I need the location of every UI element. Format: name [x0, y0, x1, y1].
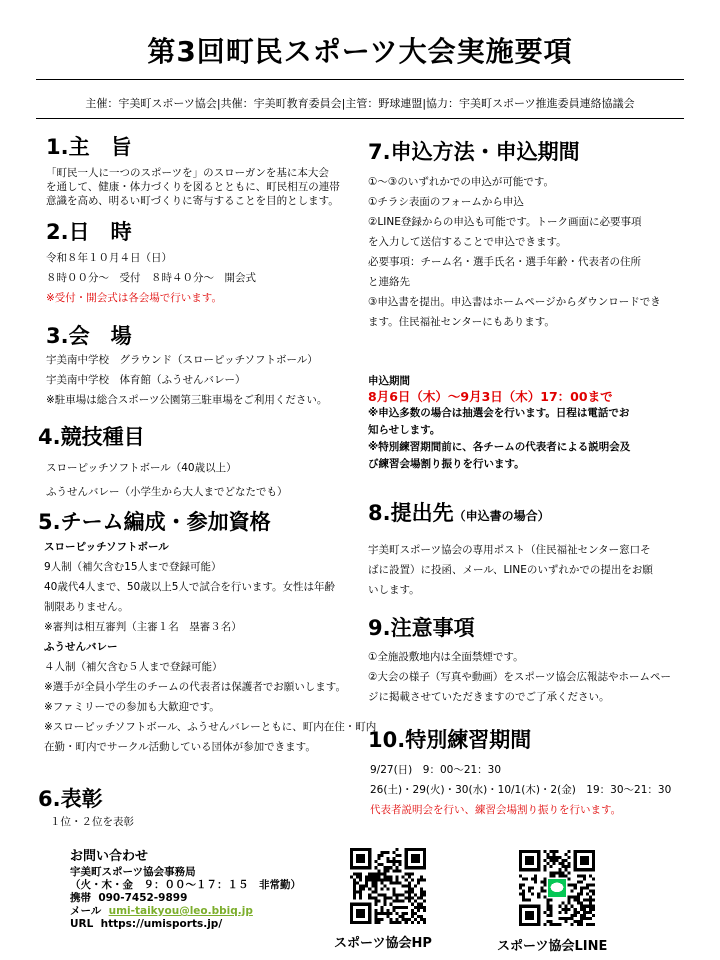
text-line: 「町民一人に一つのスポーツを」のスローガンを基に本大会	[46, 167, 329, 179]
mail-label: メール	[70, 905, 102, 917]
volley-subheading: ふうせんバレー	[44, 641, 118, 653]
title-divider	[36, 79, 684, 80]
section-9-body	[368, 647, 671, 707]
text-line: ②大会の様子（写真や動画）をスポーツ協会広報誌やホームペー	[368, 671, 671, 683]
section-6-body	[50, 812, 134, 832]
section-2-body	[46, 248, 256, 308]
contact-heading: お問い合わせ	[70, 849, 149, 864]
text-line: 在勤・町内でサークル活動している団体が参加できます。	[44, 741, 316, 753]
text-line: 意識を高め、明るい町づくりに寄与することを目的とします。	[46, 195, 339, 207]
period-note: 知らせします。	[368, 424, 441, 436]
text-line: 9/27(日) 9：00～21：30	[370, 764, 502, 776]
text-line: ①チラシ表面のフォームから申込	[368, 196, 524, 208]
contact-phone-row	[70, 892, 301, 905]
text-line: ふうせんバレー（小学生から大人までどなたでも）	[46, 486, 288, 498]
organizers-divider	[36, 118, 684, 119]
text-line: 宇美南中学校 体育館（ふうせんバレー）	[46, 374, 246, 386]
text-line: ③申込書を提出。申込書はホームページからダウンロードでき	[368, 296, 661, 308]
section-6-heading: 6.表彰	[38, 787, 103, 811]
section-2-note: ※受付・開会式は各会場で行います。	[46, 292, 222, 304]
text-line: 40歳代4人まで、50歳以上5人で試合を行います。女性は年齢	[44, 581, 336, 593]
text-line: ばに設置）に投函、メール、LINEのいずれかでの提出をお願	[368, 564, 653, 576]
period-note: び練習会場割り振りを行います。	[368, 458, 525, 470]
phone-label: 携帯	[70, 892, 91, 904]
text-line: ①全施設敷地内は全面禁煙です。	[368, 651, 524, 663]
mail-link[interactable]: umi-taikyou@leo.bbiq.jp	[108, 905, 253, 917]
text-line: ８時００分～ 受付 ８時４０分～ 開会式	[46, 272, 256, 284]
text-line: ①～③のいずれかでの申込が可能です。	[368, 176, 554, 188]
text-line: ※審判は相互審判（主審１名 塁審３名）	[44, 621, 242, 633]
text-line: ②LINE登録からの申込も可能です。トーク画面に必要事項	[368, 216, 642, 228]
url-link[interactable]: https://umisports.jp/	[100, 918, 223, 930]
contact-url-row	[70, 918, 301, 931]
text-line: ※ファミリーでの参加も大歓迎です。	[44, 701, 220, 713]
text-line: ※選手が全員小学生のチームの代表者は保護者でお願いします。	[44, 681, 346, 693]
text-line: 制限ありません。	[44, 601, 129, 613]
text-line: を入力して送信することで申込できます。	[368, 236, 567, 248]
text-line: 必要事項：チーム名・選手氏名・選手年齢・代表者の住所	[368, 256, 641, 268]
text-line: いします。	[368, 584, 420, 596]
page-title: 第3回町民スポーツ大会実施要項	[147, 35, 573, 68]
hp-qr-code[interactable]	[350, 848, 426, 924]
text-line: ジに掲載させていただきますのでご了承ください。	[368, 691, 610, 703]
text-line: 26(土)・29(火)・30(水)・10/1(木)・2(金) 19：30～21：30	[370, 784, 672, 796]
line-qr-code[interactable]	[519, 850, 595, 926]
text-line: 宇美町スポーツ協会の専用ポスト（住民福祉センター窓口そ	[368, 544, 651, 556]
text-line: を通して、健康・体力づくりを図るとともに、町民相互の連帯	[46, 181, 340, 193]
section-1-body	[46, 166, 340, 208]
contact-office: 宇美町スポーツ協会事務局	[70, 866, 196, 878]
section-4-heading: 4.競技種目	[38, 425, 145, 449]
contact-details	[70, 866, 301, 931]
organizers-line: 主催：宇美町スポーツ協会|共催：宇美町教育委員会|主管：野球連盟|協力：宇美町スポーツ推進委員連絡協議会	[85, 97, 635, 110]
section-8-subtitle: （申込書の場合）	[453, 509, 550, 523]
section-1-heading: 1.主 旨	[46, 135, 132, 159]
section-7-heading: 7.申込方法・申込期間	[368, 140, 580, 164]
period-label: 申込期間	[368, 375, 410, 387]
section-10-body	[370, 760, 671, 820]
text-line: ます。住民福祉センターにもあります。	[368, 316, 555, 328]
section-3-heading: 3.会 場	[46, 324, 132, 348]
section-8-body	[368, 540, 653, 600]
text-line: ※スローピッチソフトボール、ふうせんバレーともに、町内在住・町内	[44, 721, 377, 733]
section-8-title: 8.提出先	[368, 501, 454, 525]
text-line: 令和８年１０月４日（日）	[46, 252, 172, 264]
hp-qr-label: スポーツ協会HP	[334, 936, 432, 951]
text-line: と連絡先	[368, 276, 410, 288]
text-line: 宇美南中学校 グラウンド（スローピッチソフトボール）	[46, 354, 318, 366]
text-line: １位・２位を表彰	[50, 816, 134, 828]
section-3-body	[46, 350, 327, 410]
text-line: 9人制（補欠含む15人まで登録可能）	[44, 561, 222, 573]
qr-code-image	[519, 850, 595, 926]
qr-code-image	[350, 848, 426, 924]
softball-subheading: スローピッチソフトボール	[44, 541, 169, 553]
section-7-body	[368, 172, 661, 332]
period-note: ※申込多数の場合は抽選会を行います。日程は電話でお	[368, 407, 630, 419]
section-8-heading	[368, 497, 550, 527]
text-line: ※駐車場は総合スポーツ公園第三駐車場をご利用ください。	[46, 394, 328, 406]
section-5-heading: 5.チーム編成・参加資格	[38, 510, 271, 534]
text-line: ４人制（補欠含む５人まで登録可能）	[44, 661, 223, 673]
application-period	[368, 374, 630, 473]
section-10-note: 代表者説明会を行い、練習会場割り振りを行います。	[370, 804, 622, 816]
section-4-body	[46, 456, 288, 504]
section-9-heading: 9.注意事項	[368, 616, 475, 640]
contact-mail-row	[70, 905, 301, 918]
url-label: URL	[70, 918, 94, 930]
text-line: スローピッチソフトボール（40歳以上）	[46, 462, 237, 474]
section-5-body	[44, 537, 376, 757]
section-2-heading: 2.日 時	[46, 220, 132, 244]
period-dates: 8月6日（木）～9月3日（木）17：00まで	[368, 389, 613, 404]
phone-number: 090-7452-9899	[98, 892, 188, 904]
contact-hours: （火・木・金 ９：００～１７：１５ 非常勤）	[70, 879, 301, 891]
line-qr-label: スポーツ協会LINE	[497, 939, 608, 954]
section-10-heading: 10.特別練習期間	[368, 728, 532, 752]
period-note: ※特別練習期間前に、各チームの代表者による説明会及	[368, 441, 631, 453]
